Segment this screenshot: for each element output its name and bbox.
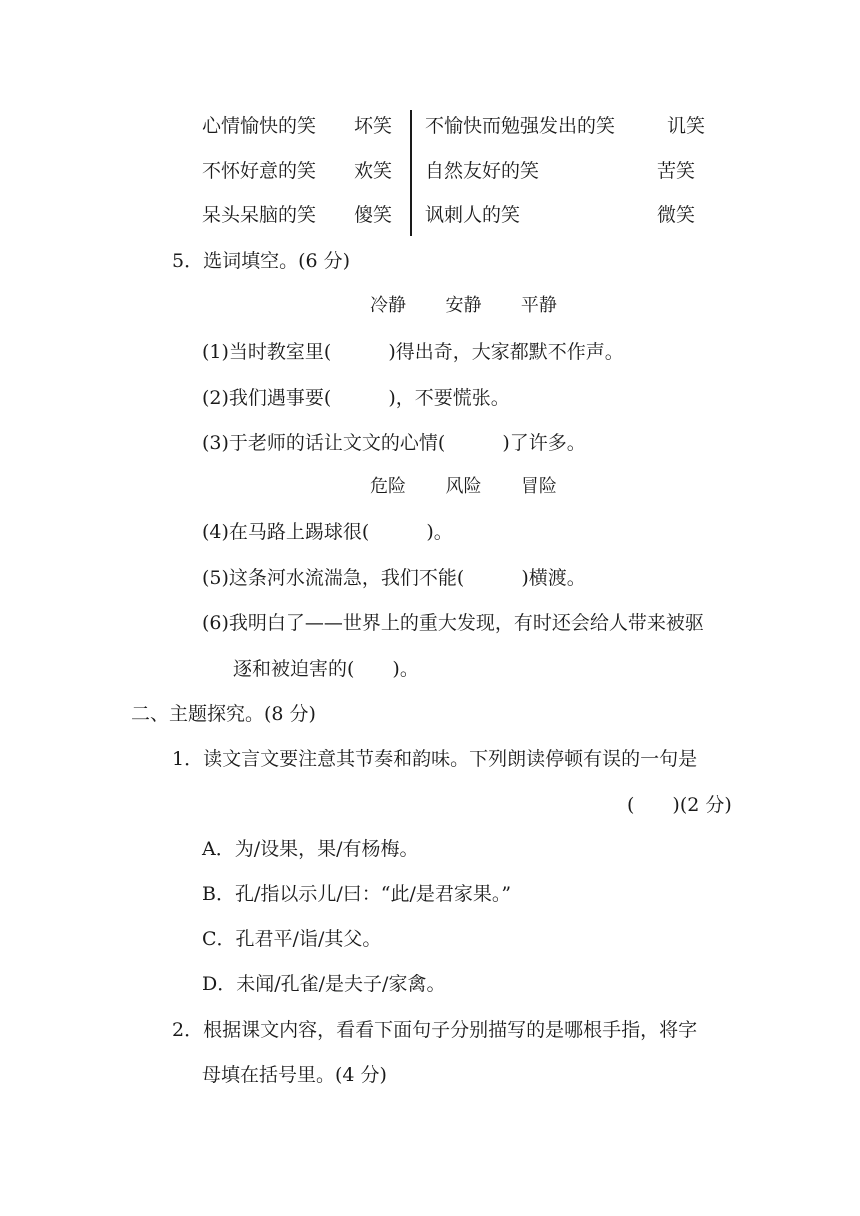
q5-item: (4)在马路上踢球很( )。 bbox=[202, 521, 453, 543]
match-right-word: 讥笑 bbox=[667, 115, 706, 137]
match-left-desc: 心情愉快的笑 bbox=[202, 115, 317, 137]
match-right-desc: 讽刺人的笑 bbox=[425, 204, 521, 226]
match-left-desc: 呆头呆脑的笑 bbox=[202, 204, 317, 226]
match-right-word: 苦笑 bbox=[657, 160, 696, 182]
q1-answer-blank: ( )(2 分) bbox=[627, 794, 732, 816]
match-right-word: 微笑 bbox=[657, 204, 696, 226]
q5-item: (3)于老师的话让文文的心情( )了许多。 bbox=[202, 432, 586, 454]
section-title: 二、主题探究。(8 分) bbox=[131, 703, 316, 725]
match-left-word: 傻笑 bbox=[354, 204, 393, 226]
q5-word-options-2: 危险 风险 冒险 bbox=[370, 476, 557, 497]
match-left-desc: 不怀好意的笑 bbox=[202, 160, 317, 182]
q1-option-c: C．孔君平/诣/其父。 bbox=[202, 928, 382, 950]
q1-line1: 1．读文言文要注意其节奏和韵味。下列朗读停顿有误的一句是 bbox=[172, 748, 698, 770]
q2-line2: 母填在括号里。(4 分) bbox=[202, 1064, 387, 1086]
q5-item: (2)我们遇事要( )，不要慌张。 bbox=[202, 387, 510, 409]
q2-line1: 2．根据课文内容，看看下面句子分别描写的是哪根手指，将字 bbox=[172, 1019, 698, 1041]
match-left-word: 欢笑 bbox=[354, 160, 393, 182]
q1-option-d: D．未闻/孔雀/是夫子/家禽。 bbox=[202, 973, 446, 995]
q5-title: 5．选词填空。(6 分) bbox=[172, 250, 351, 272]
match-right-desc: 自然友好的笑 bbox=[425, 160, 540, 182]
q1-option-b: B．孔/指以示儿/曰：“此/是君家果。” bbox=[202, 883, 512, 905]
q5-word-options-1: 冷静 安静 平静 bbox=[370, 295, 557, 316]
q1-option-a: A．为/设果，果/有杨梅。 bbox=[202, 838, 419, 860]
match-left-word: 坏笑 bbox=[354, 115, 393, 137]
q5-item: (5)这条河水流湍急，我们不能( )横渡。 bbox=[202, 567, 586, 589]
q5-item-6-line1: (6)我明白了——世界上的重大发现，有时还会给人带来被驱 bbox=[202, 612, 704, 634]
q5-item: (1)当时教室里( )得出奇，大家都默不作声。 bbox=[202, 341, 624, 363]
table-divider bbox=[410, 110, 412, 236]
match-right-desc: 不愉快而勉强发出的笑 bbox=[425, 115, 616, 137]
q5-item-6-line2: 逐和被迫害的( )。 bbox=[233, 658, 419, 680]
